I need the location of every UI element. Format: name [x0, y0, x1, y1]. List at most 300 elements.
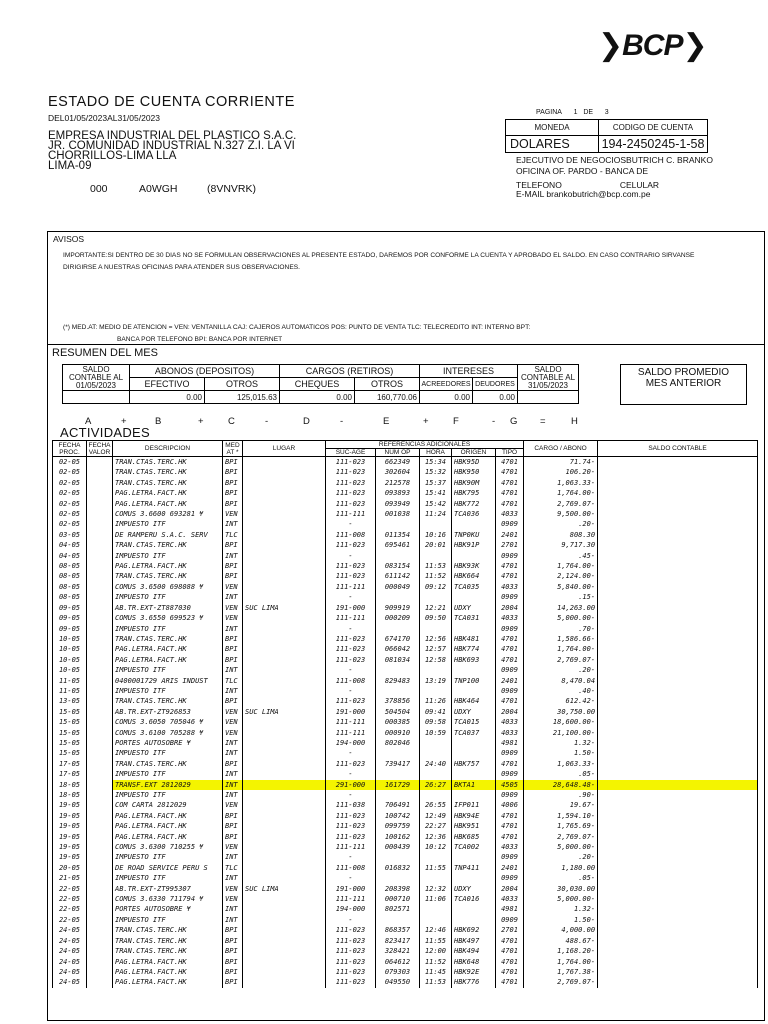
page-current: 1: [573, 109, 578, 116]
divider: [47, 344, 765, 345]
row-med-at: VEN: [223, 613, 243, 623]
row-fecha-proc: 09-05: [53, 624, 87, 634]
row-num-op: [376, 852, 420, 862]
row-lugar: [243, 894, 326, 904]
table-row: [53, 832, 758, 842]
row-fecha-valor: [87, 613, 113, 623]
row-suc-age: 111-023: [326, 946, 376, 956]
col-suc-age: SUC-AGE: [326, 449, 376, 457]
row-cargo-abono: 5,000.00-: [524, 894, 598, 904]
row-fecha-proc: 09-05: [53, 613, 87, 623]
row-cargo-abono: 18,600.00-: [524, 717, 598, 727]
row-fecha-valor: [87, 852, 113, 862]
row-saldo: [598, 790, 758, 800]
row-origen: [452, 915, 496, 925]
row-num-op: 161729: [376, 780, 420, 790]
row-suc-age: 111-023: [326, 634, 376, 644]
row-med-at: BPI: [223, 655, 243, 665]
row-fecha-proc: 15-05: [53, 738, 87, 748]
row-cargo-abono: 1,063.33-: [524, 478, 598, 488]
row-saldo: [598, 603, 758, 613]
row-med-at: VEN: [223, 509, 243, 519]
row-lugar: [243, 769, 326, 779]
page-label: PAGINA: [536, 109, 562, 116]
row-saldo: [598, 852, 758, 862]
row-origen: [452, 852, 496, 862]
activities-table: [52, 440, 758, 988]
row-cargo-abono: 1.32-: [524, 738, 598, 748]
row-saldo: [598, 957, 758, 967]
row-med-at: INT: [223, 748, 243, 758]
row-num-op: 302604: [376, 467, 420, 477]
row-lugar: [243, 863, 326, 873]
row-origen: HBK93K: [452, 561, 496, 571]
acreedores-label: ACREEDORES: [420, 378, 473, 391]
row-origen: HBK464: [452, 696, 496, 706]
row-tipo: 4701: [496, 967, 524, 977]
row-fecha-proc: 15-05: [53, 728, 87, 738]
row-lugar: [243, 915, 326, 925]
row-fecha-proc: 15-05: [53, 707, 87, 717]
row-fecha-valor: [87, 811, 113, 821]
row-tipo: 0909: [496, 915, 524, 925]
row-cargo-abono: 9,500.00-: [524, 509, 598, 519]
row-fecha-valor: [87, 561, 113, 571]
row-fecha-valor: [87, 977, 113, 987]
row-saldo: [598, 915, 758, 925]
row-suc-age: -: [326, 769, 376, 779]
deudores-label: DEUDORES: [473, 378, 518, 391]
otros-label: OTROS: [205, 378, 280, 391]
row-num-op: 016832: [376, 863, 420, 873]
row-lugar: [243, 800, 326, 810]
row-num-op: 802571: [376, 904, 420, 914]
row-fecha-valor: [87, 717, 113, 727]
row-descripcion: PAG.LETRA.FACT.HK: [113, 957, 223, 967]
row-med-at: BPI: [223, 644, 243, 654]
legend-operator: =: [540, 416, 546, 427]
row-lugar: [243, 780, 326, 790]
row-saldo: [598, 977, 758, 987]
row-med-at: INT: [223, 551, 243, 561]
row-tipo: 2401: [496, 530, 524, 540]
row-hora: [420, 592, 452, 602]
activities-heading: ACTIVIDADES: [60, 425, 150, 440]
row-fecha-proc: 04-05: [53, 540, 87, 550]
row-fecha-valor: [87, 655, 113, 665]
table-row: [53, 967, 758, 977]
row-num-op: 081034: [376, 655, 420, 665]
row-saldo: [598, 467, 758, 477]
row-fecha-proc: 24-05: [53, 957, 87, 967]
row-tipo: 4033: [496, 728, 524, 738]
row-saldo: [598, 832, 758, 842]
company-line: LIMA-09: [48, 160, 92, 172]
row-lugar: [243, 873, 326, 883]
row-fecha-proc: 15-05: [53, 748, 87, 758]
row-fecha-valor: [87, 800, 113, 810]
row-tipo: 4701: [496, 946, 524, 956]
row-num-op: 066042: [376, 644, 420, 654]
row-cargo-abono: 5,000.00-: [524, 842, 598, 852]
row-hora: 09:58: [420, 717, 452, 727]
row-suc-age: 111-023: [326, 821, 376, 831]
row-tipo: 4701: [496, 478, 524, 488]
row-tipo: 4701: [496, 457, 524, 468]
row-med-at: BPI: [223, 561, 243, 571]
row-med-at: BPI: [223, 571, 243, 581]
row-tipo: 4033: [496, 894, 524, 904]
row-lugar: [243, 925, 326, 935]
row-origen: HBK772: [452, 499, 496, 509]
row-tipo: 4006: [496, 800, 524, 810]
row-fecha-proc: 10-05: [53, 665, 87, 675]
row-cargo-abono: 2,769.07-: [524, 832, 598, 842]
row-cargo-abono: 14,263.00: [524, 603, 598, 613]
row-num-op: 100162: [376, 832, 420, 842]
row-tipo: 4701: [496, 936, 524, 946]
row-fecha-proc: 02-05: [53, 519, 87, 529]
row-fecha-valor: [87, 936, 113, 946]
row-origen: HBK776: [452, 977, 496, 987]
row-cargo-abono: 28,648.48-: [524, 780, 598, 790]
row-lugar: [243, 811, 326, 821]
row-tipo: 4701: [496, 561, 524, 571]
row-lugar: [243, 530, 326, 540]
row-cargo-abono: .15-: [524, 592, 598, 602]
row-fecha-proc: 02-05: [53, 457, 87, 468]
row-suc-age: 191-000: [326, 707, 376, 717]
row-hora: 11:53: [420, 977, 452, 987]
table-row: [53, 748, 758, 758]
row-fecha-proc: 08-05: [53, 571, 87, 581]
row-fecha-valor: [87, 592, 113, 602]
company-line: CHORRILLOS-LIMA LLA: [48, 150, 177, 162]
row-suc-age: -: [326, 852, 376, 862]
row-suc-age: 111-023: [326, 561, 376, 571]
row-num-op: 083154: [376, 561, 420, 571]
row-fecha-valor: [87, 696, 113, 706]
client-code-1: 000: [90, 183, 108, 195]
row-cargo-abono: 8,470.04: [524, 676, 598, 686]
row-med-at: BPI: [223, 499, 243, 509]
row-descripcion: COMUS 3.6050 705046 ¥: [113, 717, 223, 727]
row-hora: 12:32: [420, 884, 452, 894]
row-suc-age: 111-023: [326, 488, 376, 498]
row-fecha-proc: 22-05: [53, 884, 87, 894]
currency-label: MONEDA: [506, 120, 599, 136]
table-row: [53, 769, 758, 779]
table-row: [53, 790, 758, 800]
col-origen: ORIGEN: [452, 449, 496, 457]
row-med-at: BPI: [223, 488, 243, 498]
otros-value: 125,015.63: [205, 391, 280, 404]
row-saldo: [598, 946, 758, 956]
table-row: [53, 707, 758, 717]
row-fecha-proc: 17-05: [53, 759, 87, 769]
table-row: [53, 540, 758, 550]
row-med-at: VEN: [223, 728, 243, 738]
page-total: 3: [604, 109, 609, 116]
row-cargo-abono: 5,000.00-: [524, 613, 598, 623]
row-med-at: BPI: [223, 832, 243, 842]
row-suc-age: -: [326, 551, 376, 561]
row-saldo: [598, 634, 758, 644]
row-cargo-abono: 1,764.00-: [524, 488, 598, 498]
row-origen: TNP100: [452, 676, 496, 686]
row-fecha-valor: [87, 884, 113, 894]
row-suc-age: 111-111: [326, 894, 376, 904]
row-suc-age: 111-111: [326, 613, 376, 623]
table-row: [53, 957, 758, 967]
row-fecha-valor: [87, 873, 113, 883]
row-tipo: 0909: [496, 592, 524, 602]
row-tipo: 4701: [496, 759, 524, 769]
row-origen: [452, 624, 496, 634]
row-cargo-abono: 30,750.00: [524, 707, 598, 717]
row-saldo: [598, 728, 758, 738]
row-descripcion: TRAN.CTAS.TERC.HK: [113, 540, 223, 550]
row-lugar: [243, 613, 326, 623]
client-code-3: (8VNVRK): [207, 183, 257, 195]
row-tipo: 4701: [496, 811, 524, 821]
row-origen: TCA035: [452, 582, 496, 592]
row-saldo: [598, 925, 758, 935]
row-cargo-abono: 1,586.66-: [524, 634, 598, 644]
row-hora: 15:34: [420, 457, 452, 468]
row-cargo-abono: .20-: [524, 665, 598, 675]
row-saldo: [598, 873, 758, 883]
row-lugar: [243, 457, 326, 468]
row-tipo: 2004: [496, 707, 524, 717]
row-lugar: [243, 644, 326, 654]
row-descripcion: TRAN.CTAS.TERC.HK: [113, 467, 223, 477]
row-cargo-abono: .05-: [524, 873, 598, 883]
row-lugar: [243, 790, 326, 800]
row-descripcion: DE RAMPERU S.A.C. SERV: [113, 530, 223, 540]
row-hora: 10:16: [420, 530, 452, 540]
col-med-at: MED AT *: [223, 441, 243, 457]
row-origen: [452, 873, 496, 883]
row-lugar: [243, 499, 326, 509]
row-tipo: 4033: [496, 717, 524, 727]
row-origen: TNP0KU: [452, 530, 496, 540]
row-descripcion: COMUS 3.6330 711794 ¥: [113, 894, 223, 904]
row-tipo: 0909: [496, 665, 524, 675]
row-med-at: BPI: [223, 759, 243, 769]
row-hora: 24:40: [420, 759, 452, 769]
col-referencias: REFERENCIAS ADICIONALES: [326, 441, 524, 449]
row-fecha-valor: [87, 904, 113, 914]
row-descripcion: PORTES AUTOSOBRE ¥: [113, 904, 223, 914]
row-saldo: [598, 457, 758, 468]
row-descripcion: DE ROAD SERVICE PERU S: [113, 863, 223, 873]
row-suc-age: 111-023: [326, 936, 376, 946]
row-num-op: 100742: [376, 811, 420, 821]
row-hora: [420, 686, 452, 696]
row-tipo: 0909: [496, 852, 524, 862]
row-descripcion: PAG.LETRA.FACT.HK: [113, 821, 223, 831]
row-num-op: [376, 769, 420, 779]
row-num-op: 001038: [376, 509, 420, 519]
table-row: [53, 676, 758, 686]
row-origen: HBK648: [452, 957, 496, 967]
row-descripcion: PAG.LETRA.FACT.HK: [113, 967, 223, 977]
row-lugar: [243, 571, 326, 581]
row-fecha-proc: 17-05: [53, 769, 87, 779]
row-num-op: 829483: [376, 676, 420, 686]
row-fecha-proc: 13-05: [53, 696, 87, 706]
row-tipo: 4701: [496, 571, 524, 581]
row-fecha-valor: [87, 634, 113, 644]
legend-operator: +: [423, 416, 429, 427]
row-saldo: [598, 821, 758, 831]
row-suc-age: 194-000: [326, 904, 376, 914]
row-fecha-proc: 04-05: [53, 551, 87, 561]
legend-letter: E: [383, 416, 390, 427]
row-fecha-valor: [87, 748, 113, 758]
row-cargo-abono: .20-: [524, 519, 598, 529]
page-sep: DE: [583, 109, 594, 116]
row-descripcion: IMPUESTO ITF: [113, 769, 223, 779]
row-fecha-valor: [87, 551, 113, 561]
row-fecha-valor: [87, 832, 113, 842]
row-lugar: [243, 728, 326, 738]
row-saldo: [598, 676, 758, 686]
row-fecha-proc: 24-05: [53, 925, 87, 935]
row-cargo-abono: .05-: [524, 769, 598, 779]
client-code-2: A0WGH: [139, 183, 178, 195]
row-origen: HBK664: [452, 571, 496, 581]
row-hora: 15:42: [420, 499, 452, 509]
office-line: OFICINA OF. PARDO - BANCA DE: [516, 166, 649, 176]
row-lugar: [243, 624, 326, 634]
row-tipo: 4981: [496, 738, 524, 748]
row-tipo: 4701: [496, 957, 524, 967]
row-suc-age: 111-023: [326, 811, 376, 821]
closing-balance-label: [518, 365, 579, 391]
table-row: [53, 738, 758, 748]
row-med-at: BPI: [223, 967, 243, 977]
row-origen: [452, 592, 496, 602]
row-fecha-proc: 24-05: [53, 967, 87, 977]
row-lugar: [243, 696, 326, 706]
row-origen: UDXY: [452, 884, 496, 894]
row-fecha-valor: [87, 499, 113, 509]
row-hora: 26:27: [420, 780, 452, 790]
row-saldo: [598, 800, 758, 810]
closing-balance-value: [518, 391, 579, 404]
row-saldo: [598, 738, 758, 748]
cheques-value: 0.00: [280, 391, 355, 404]
row-hora: 11:53: [420, 561, 452, 571]
row-hora: 09:50: [420, 613, 452, 623]
table-row: [53, 894, 758, 904]
table-row: [53, 915, 758, 925]
row-hora: [420, 624, 452, 634]
cell-label: CELULAR: [619, 180, 660, 190]
legend-operator: -: [492, 416, 496, 427]
row-med-at: INT: [223, 852, 243, 862]
row-num-op: 378856: [376, 696, 420, 706]
row-descripcion: TRAN.CTAS.TERC.HK: [113, 925, 223, 935]
row-fecha-proc: 24-05: [53, 977, 87, 987]
row-suc-age: 111-023: [326, 467, 376, 477]
row-num-op: 662349: [376, 457, 420, 468]
row-descripcion: TRAN.CTAS.TERC.HK: [113, 696, 223, 706]
col-lugar: LUGAR: [243, 441, 326, 457]
table-row: [53, 696, 758, 706]
row-cargo-abono: 30,030.00: [524, 884, 598, 894]
row-lugar: [243, 519, 326, 529]
row-med-at: BPI: [223, 634, 243, 644]
row-suc-age: 111-023: [326, 957, 376, 967]
row-hora: 11:26: [420, 696, 452, 706]
row-origen: TNP411: [452, 863, 496, 873]
row-cargo-abono: 808.30: [524, 530, 598, 540]
row-descripcion: COM CARTA 2812029: [113, 800, 223, 810]
row-tipo: 2401: [496, 863, 524, 873]
row-origen: HBK91P: [452, 540, 496, 550]
row-saldo: [598, 644, 758, 654]
row-num-op: [376, 873, 420, 883]
row-med-at: INT: [223, 769, 243, 779]
row-num-op: 079303: [376, 967, 420, 977]
row-med-at: INT: [223, 592, 243, 602]
med-at-notes: [63, 322, 703, 345]
col-num-op: NUM OP: [376, 449, 420, 457]
table-row: [53, 499, 758, 509]
legend-operator: -: [265, 416, 269, 427]
row-cargo-abono: 1.32-: [524, 904, 598, 914]
row-descripcion: COMUS 3.6100 705288 ¥: [113, 728, 223, 738]
row-num-op: 093949: [376, 499, 420, 509]
table-row: [53, 686, 758, 696]
otros-cargos-value: 160,770.06: [355, 391, 420, 404]
row-descripcion: PORTES AUTOSOBRE ¥: [113, 738, 223, 748]
row-descripcion: IMPUESTO ITF: [113, 790, 223, 800]
row-fecha-valor: [87, 603, 113, 613]
col-descripcion: DESCRIPCION: [113, 441, 223, 457]
row-fecha-proc: 19-05: [53, 800, 87, 810]
row-saldo: [598, 686, 758, 696]
table-row: [53, 873, 758, 883]
row-suc-age: 111-023: [326, 571, 376, 581]
row-lugar: SUC LIMA: [243, 884, 326, 894]
row-lugar: [243, 676, 326, 686]
row-hora: [420, 551, 452, 561]
row-fecha-valor: [87, 519, 113, 529]
table-row: [53, 842, 758, 852]
bcp-logo: ❯BCP❯: [598, 29, 707, 62]
table-row: [53, 925, 758, 935]
row-lugar: [243, 551, 326, 561]
legend-letter: B: [155, 416, 162, 427]
row-cargo-abono: 1,594.10-: [524, 811, 598, 821]
row-hora: 26:55: [420, 800, 452, 810]
row-tipo: 0909: [496, 551, 524, 561]
row-fecha-valor: [87, 925, 113, 935]
row-lugar: [243, 592, 326, 602]
row-med-at: INT: [223, 790, 243, 800]
row-origen: HBK685: [452, 832, 496, 842]
row-hora: 12:56: [420, 634, 452, 644]
row-suc-age: -: [326, 592, 376, 602]
row-med-at: BPI: [223, 957, 243, 967]
table-row: [53, 592, 758, 602]
closing-label: SALDO CONTABLE AL: [520, 364, 576, 382]
table-row: [53, 613, 758, 623]
